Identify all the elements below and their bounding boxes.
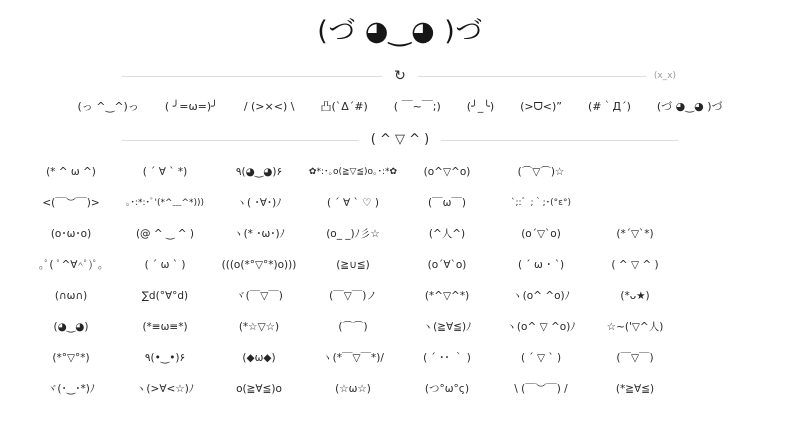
list-item[interactable]: 凸(`Δ´#) (320, 100, 368, 113)
list-item[interactable] (682, 250, 776, 281)
list-item[interactable]: ヽ(o^ ^o)ﾉ (512, 290, 570, 302)
list-item[interactable]: ☆~('▽^人) (606, 321, 664, 333)
list-item[interactable]: (◕‿◕) (53, 321, 89, 333)
list-item[interactable]: (o^▽^o) (423, 166, 471, 178)
list-item[interactable]: (☆ω☆) (335, 383, 371, 395)
list-item[interactable]: <(￣︶￣)> (42, 197, 100, 209)
list-item[interactable]: ( ´ ∀ ` ♡ ) (327, 197, 379, 209)
list-item[interactable]: o(≧∀≦)o (236, 383, 282, 395)
list-item[interactable]: (*ᴗ★) (620, 290, 650, 302)
list-item[interactable]: ｡･:*:･ﾟ'(*^﹏^*))) (125, 198, 205, 208)
list-item[interactable]: ٩(•‿•)۶ (144, 352, 186, 364)
list-item[interactable]: / (>×<) \ (243, 100, 295, 113)
list-item[interactable] (682, 343, 776, 374)
list-item[interactable]: (￣▽￣) (616, 352, 654, 364)
list-item[interactable]: (>ᗜ<)” (520, 100, 562, 113)
kaomoji-grid (24, 157, 776, 405)
list-item[interactable]: (o´▽`o) (521, 228, 561, 240)
list-item[interactable]: ヽ(o^ ▽ ^o)ﾉ (506, 321, 576, 333)
list-item[interactable]: (*☆▽☆) (238, 321, 280, 333)
list-item[interactable]: ヾ(･‿･*)ﾉ (46, 383, 96, 395)
list-item[interactable]: ヽ(>∀<☆)ﾉ (135, 383, 195, 395)
list-item[interactable]: ヾ(￣▽￣) (235, 290, 283, 302)
list-item[interactable]: (o_ _)ﾉ彡☆ (326, 228, 380, 240)
list-item[interactable]: (∩ω∩) (54, 290, 88, 302)
list-item[interactable] (682, 188, 776, 219)
list-item[interactable]: ( ^ ▽ ^ ) (611, 259, 659, 271)
page-title: (づ ◕‿◕ )づ (317, 16, 483, 47)
list-item[interactable]: (@ ^ ‿ ^ ) (135, 228, 195, 240)
list-item[interactable]: ( ´ ▽ ` ) (520, 352, 562, 364)
refresh-icon[interactable]: ↻ (382, 65, 418, 87)
list-item[interactable]: (o･ω･o) (50, 228, 92, 240)
divider-refresh (122, 65, 678, 87)
list-item[interactable]: ( ￣~￣;) (393, 100, 441, 113)
list-item[interactable] (682, 157, 776, 188)
list-item[interactable]: ｡ﾟ( ﾟ^∀^ﾟ)ﾟ｡ (38, 259, 104, 271)
list-item[interactable]: (っ ^‿^)っ (77, 100, 139, 113)
list-item[interactable] (682, 281, 776, 312)
list-item[interactable]: ヽ( ･∀･)ﾉ (236, 197, 282, 209)
list-item[interactable]: (╯_╰) (466, 100, 495, 113)
list-item[interactable] (588, 157, 682, 188)
list-item[interactable]: (つ°ω°ς) (424, 383, 470, 395)
list-item[interactable]: (*´▽`*) (616, 228, 654, 240)
featured-kaomoji-row (24, 87, 776, 125)
list-item[interactable]: (￣▽￣)ノ (329, 290, 377, 302)
list-item[interactable]: ٩(◕‿◕)۶ (235, 166, 283, 178)
list-item[interactable]: ( ´ ･･ ｀ ) (423, 352, 471, 364)
list-item[interactable]: (づ ◕‿◕ )づ (656, 100, 723, 113)
list-item[interactable]: ヽ(* ･ω･)ﾉ (233, 228, 285, 240)
list-item[interactable]: (((o(*°▽°*)o))) (221, 259, 297, 271)
list-item[interactable]: (￣ω￣) (428, 197, 466, 209)
list-item[interactable]: (*≡ω≡*) (142, 321, 188, 333)
list-item[interactable] (682, 219, 776, 250)
list-item[interactable]: ( ´ ω ` ) (144, 259, 186, 271)
list-item[interactable]: (⌒▽⌒)☆ (517, 166, 565, 178)
list-item[interactable]: (* ^ ω ^) (46, 166, 96, 178)
list-item[interactable]: (^人^) (428, 228, 466, 240)
list-item[interactable]: ヽ(≧∀≦)ﾉ (422, 321, 472, 333)
divider-section (122, 129, 678, 151)
list-item[interactable]: ✿*:･｡o(≧▽≦)o｡･:*✿ (308, 167, 398, 177)
list-item[interactable] (588, 188, 682, 219)
list-item[interactable]: ∑d(°∀°d) (141, 290, 189, 302)
list-item[interactable]: (*^▽^*) (424, 290, 470, 302)
list-item[interactable]: ( ´ ω ･ `) (517, 259, 565, 271)
list-item[interactable]: (≧∪≦) (336, 259, 370, 271)
list-item[interactable]: ( ╯=ω=)╯ (164, 100, 218, 113)
list-item[interactable]: (o´∀`o) (427, 259, 467, 271)
status-badge: (x_x) (646, 67, 678, 85)
list-item[interactable]: (⌒⌒) (338, 321, 368, 333)
list-item[interactable]: (*°▽°*) (52, 352, 90, 364)
list-item[interactable] (682, 374, 776, 405)
section-label: ( ^ ▽ ^ ) (359, 129, 441, 151)
list-item[interactable]: ( ´ ∀ ` *) (142, 166, 188, 178)
list-item[interactable]: (*≧∀≦) (615, 383, 655, 395)
list-item[interactable]: (#｀Д´) (587, 100, 631, 113)
list-item[interactable] (682, 312, 776, 343)
list-item[interactable]: `;:゛;｀;･(°ε°) (510, 198, 572, 208)
list-item[interactable]: \ (￣︶￣) / (514, 383, 568, 395)
list-item[interactable]: ヽ(*￣▽￣*)/ (322, 352, 384, 364)
list-item[interactable]: (◆ω◆) (242, 352, 276, 364)
